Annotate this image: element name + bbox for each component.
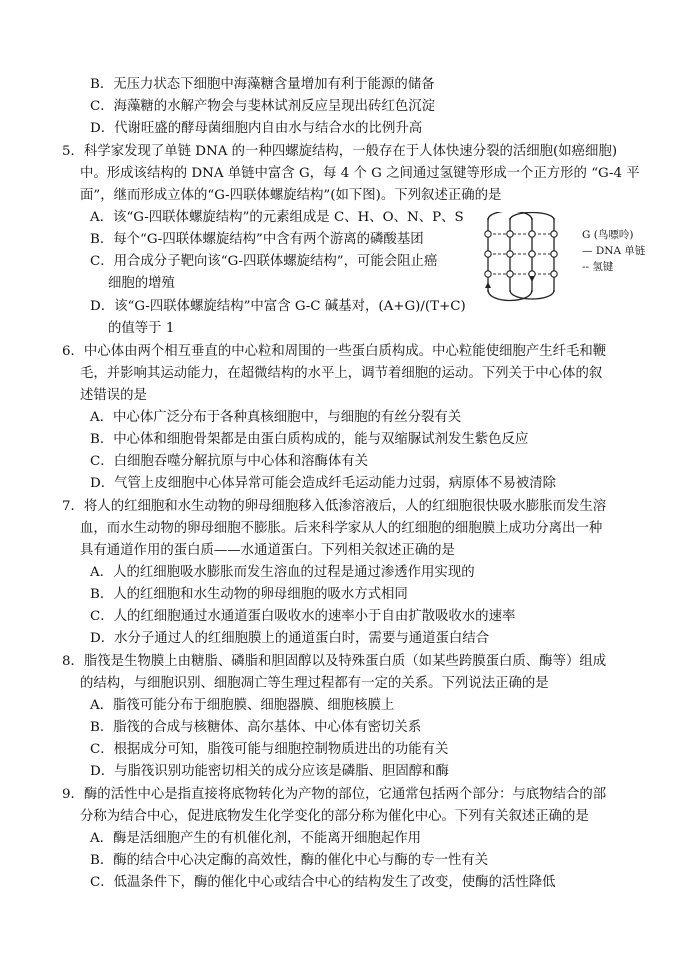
- q4-option-c: C．海藻糖的水解产物会与斐林试剂反应呈现出砖红色沉淀: [90, 99, 436, 114]
- q5-option-a: A．该“G-四联体螺旋结构”的元素组成是 C、H、O、N、P、S: [90, 210, 464, 225]
- q6-option-b: B．中心体和细胞骨架都是由蛋白质构成的，能与双缩脲试剂发生紫色反应: [90, 432, 529, 447]
- q5-option-d-line2: 的值等于 1: [108, 321, 175, 336]
- q6-stem-line1: 6．中心体由两个相互垂直的中心粒和周围的一些蛋白质构成。中心粒能使细胞产生纤毛和鞭: [62, 344, 607, 359]
- legend-g-guanine: G (鸟嘌呤): [582, 229, 634, 241]
- legend-dna-strand: — DNA 单链: [582, 245, 646, 257]
- q8-stem-line2: 的结构，与细胞识别、细胞凋亡等生理过程都有一定的关系。下列说法正确的是: [80, 676, 549, 691]
- q4-option-d: D．代谢旺盛的酵母菌细胞内自由水与结合水的比例升高: [90, 121, 423, 136]
- q5-stem-line1: 5．科学家发现了单链 DNA 的一种四螺旋结构，一般存在于人体快速分裂的活细胞(如癌细胞): [62, 144, 618, 159]
- q4-option-b: B．无压力状态下细胞中海藻糖含量增加有利于能源的储备: [90, 77, 435, 92]
- q8-option-c: C．根据成分可知，脂筏可能与细胞控制物质进出的功能有关: [90, 742, 449, 757]
- q9-stem-line1: 9．酶的活性中心是指直接将底物转化为产物的部位，它通常包括两个部分：与底物结合的部: [62, 787, 607, 802]
- q5-option-c-line2: 细胞的增殖: [108, 276, 175, 291]
- q5-option-b: B．每个“G-四联体螺旋结构”中含有两个游离的磷酸基团: [90, 232, 424, 247]
- q6-stem-line3: 述错误的是: [80, 388, 147, 403]
- q9-option-a: A．酶是活细胞产生的有机催化剂，不能离开细胞起作用: [90, 831, 422, 846]
- q8-option-a: A．脂筏可能分布于细胞膜、细胞器膜、细胞核膜上: [90, 698, 395, 713]
- q6-option-c: C．白细胞吞噬分解抗原与中心体和溶酶体有关: [90, 454, 369, 469]
- q8-option-d: D．与脂筏识别功能密切相关的成分应该是磷脂、胆固醇和酶: [90, 764, 449, 779]
- q7-option-b: B．人的红细胞和水生动物的卵母细胞的吸水方式相同: [90, 587, 408, 602]
- q9-option-b: B．酶的结合中心决定酶的高效性，酶的催化中心与酶的专一性有关: [90, 853, 489, 868]
- q6-option-d: D．气管上皮细胞中心体异常可能会造成纤毛运动能力过弱，病原体不易被清除: [90, 476, 557, 491]
- q7-option-d: D．水分子通过人的红细胞膜上的通道蛋白时，需要与通道蛋白结合: [90, 631, 490, 646]
- q7-stem-line1: 7．将人的红细胞和水生动物的卵母细胞移入低渗溶液后，人的红细胞很快吸水膨胀而发生溶: [62, 499, 607, 514]
- q5-option-d-line1: D．该“G-四联体螺旋结构”中富含 G-C 碱基对，(A+G)/(T+C): [90, 299, 466, 314]
- q6-stem-line2: 毛，并影响其运动能力，在超微结构的水平上，调节着细胞的运动。下列关于中心体的叙: [80, 366, 603, 381]
- q7-option-a: A．人的红细胞吸水膨胀而发生溶血的过程是通过渗透作用实现的: [90, 565, 475, 580]
- g-quadruplex-diagram: [470, 212, 580, 308]
- q7-stem-line3: 具有通道作用的蛋白质——水通道蛋白。下列相关叙述正确的是: [80, 543, 455, 558]
- g-quadruplex-figure: [470, 212, 670, 308]
- legend-hydrogen-bond: -- 氢键: [582, 261, 614, 273]
- q5-stem-line2: 中。形成该结构的 DNA 单链中富含 G，每 4 个 G 之间通过氢键等形成一个正方形的 “G-4 平: [80, 166, 640, 181]
- q8-option-b: B．脂筏的合成与核糖体、高尔基体、中心体有密切关系: [90, 720, 422, 735]
- q5-stem-line3: 面”，继而形成立体的“G-四联体螺旋结构”(如下图)。下列叙述正确的是: [80, 188, 502, 203]
- q9-option-c: C．低温条件下，酶的催化中心或结合中心的结构发生了改变，使酶的活性降低: [90, 875, 556, 890]
- q7-stem-line2: 血，而水生动物的卵母细胞不膨胀。后来科学家从人的红细胞的细胞膜上成功分离出一种: [80, 521, 603, 536]
- q6-option-a: A．中心体广泛分布于各种真核细胞中，与细胞的有丝分裂有关: [90, 410, 462, 425]
- q8-stem-line1: 8．脂筏是生物膜上由糖脂、磷脂和胆固醇以及特殊蛋白质（如某些跨膜蛋白质、酶等）组成: [62, 654, 607, 669]
- q7-option-c: C．人的红细胞通过水通道蛋白吸收水的速率小于自由扩散吸收水的速率: [90, 609, 516, 624]
- q5-option-c-line1: C．用合成分子靶向该“G-四联体螺旋结构”，可能会阻止癌: [90, 254, 438, 269]
- q9-stem-line2: 分称为结合中心，促进底物发生化学变化的部分称为催化中心。下列有关叙述正确的是: [80, 809, 589, 824]
